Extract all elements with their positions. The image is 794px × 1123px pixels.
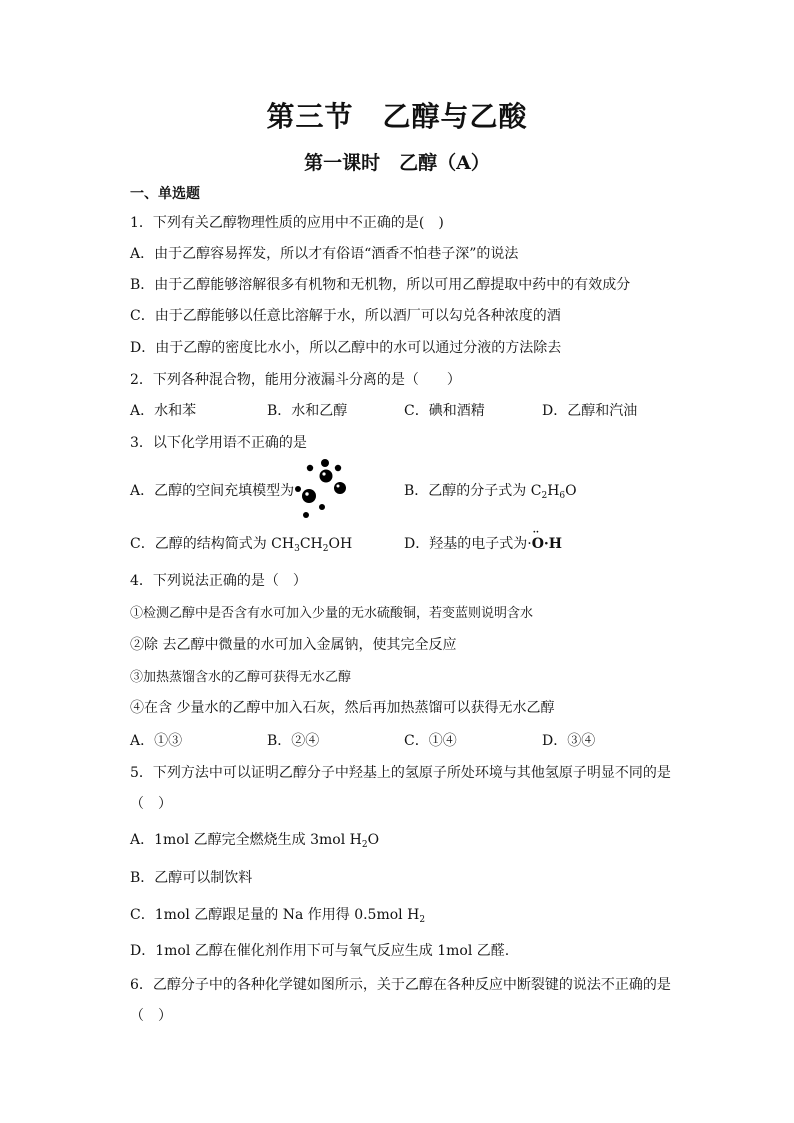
q6-stem: 6．乙醇分子中的各种化学键如图所示，关于乙醇在各种反应中断裂键的说法不正确的是 bbox=[130, 977, 671, 993]
q4-option-d: D．③④ bbox=[542, 733, 596, 749]
q2-option-a: A．水和苯 bbox=[130, 403, 197, 419]
q4-stem: 4．下列说法正确的是（ ） bbox=[130, 573, 307, 589]
q5-option-b: B．乙醇可以制饮料 bbox=[130, 870, 253, 886]
q4-option-a: A．①③ bbox=[130, 733, 183, 749]
q4-option-b: B．②④ bbox=[267, 733, 320, 749]
q5-option-d: D．1mol 乙醇在催化剂作用下可与氧气反应生成 1mol 乙醛. bbox=[130, 943, 510, 959]
q1-stem: 1．下列有关乙醇物理性质的应用中不正确的是( ) bbox=[130, 215, 444, 231]
q5-stem: 5．下列方法中可以证明乙醇分子中羟基上的氢原子所处环境与其他氢原子明显不同的是 bbox=[130, 765, 671, 781]
lesson-subtitle: 第一课时 乙醇（A） bbox=[304, 152, 490, 174]
q3-option-c: C．乙醇的结构简式为 $CH_3CH_2OH$ bbox=[130, 536, 353, 554]
q1-option-c: C．由于乙醇能够以任意比溶解于水，所以酒厂可以勾兑各种浓度的酒 bbox=[130, 308, 561, 324]
q3-option-d: D．羟基的电子式为· ·· O·H bbox=[404, 528, 562, 552]
q2-stem: 2．下列各种混合物，能用分液漏斗分离的是（ ） bbox=[130, 372, 461, 388]
section-heading: 一、单选题 bbox=[130, 186, 200, 202]
page-title: 第三节 乙醇与乙酸 bbox=[266, 100, 528, 133]
q4-statement-3: ③加热蒸馏含水的乙醇可获得无水乙醇 bbox=[130, 670, 352, 685]
q4-statement-1: ①检测乙醇中是否含有水可加入少量的无水硫酸铜，若变蓝则说明含水 bbox=[130, 606, 534, 621]
ethanol-space-filling-model-image bbox=[292, 456, 358, 520]
q2-option-b: B．水和乙醇 bbox=[267, 403, 348, 419]
q1-option-b: B．由于乙醇能够溶解很多有机物和无机物，所以可用乙醇提取中药中的有效成分 bbox=[130, 277, 631, 293]
q3-option-b: B．乙醇的分子式为 $C_2H_6O$ bbox=[404, 483, 577, 501]
q2-option-c: C．碘和酒精 bbox=[404, 403, 485, 419]
q5-option-c: C．1mol 乙醇跟足量的 Na 作用得 0.5mol $H_2$ bbox=[130, 907, 426, 925]
q4-statement-2: ②除 去乙醇中微量的水可加入金属钠，使其完全反应 bbox=[130, 637, 457, 653]
q1-option-a: A．由于乙醇容易挥发，所以才有俗语“酒香不怕巷子深”的说法 bbox=[130, 246, 519, 262]
q5-option-a: A．1mol 乙醇完全燃烧生成 3mol $H_2O$ bbox=[130, 832, 380, 850]
q6-answer-blank: （ ） bbox=[130, 1008, 172, 1024]
q3-stem: 3．以下化学用语不正确的是 bbox=[130, 435, 307, 451]
q3-option-a: A．乙醇的空间充填模型为 bbox=[130, 483, 295, 499]
q4-option-c: C．①④ bbox=[404, 733, 457, 749]
q2-option-d: D．乙醇和汽油 bbox=[542, 403, 638, 419]
q1-option-d: D．由于乙醇的密度比水小，所以乙醇中的水可以通过分液的方法除去 bbox=[130, 340, 562, 356]
q4-statement-4: ④在含 少量水的乙醇中加入石灰，然后再加热蒸馏可以获得无水乙醇 bbox=[130, 700, 555, 716]
q5-answer-blank: （ ） bbox=[130, 796, 172, 812]
